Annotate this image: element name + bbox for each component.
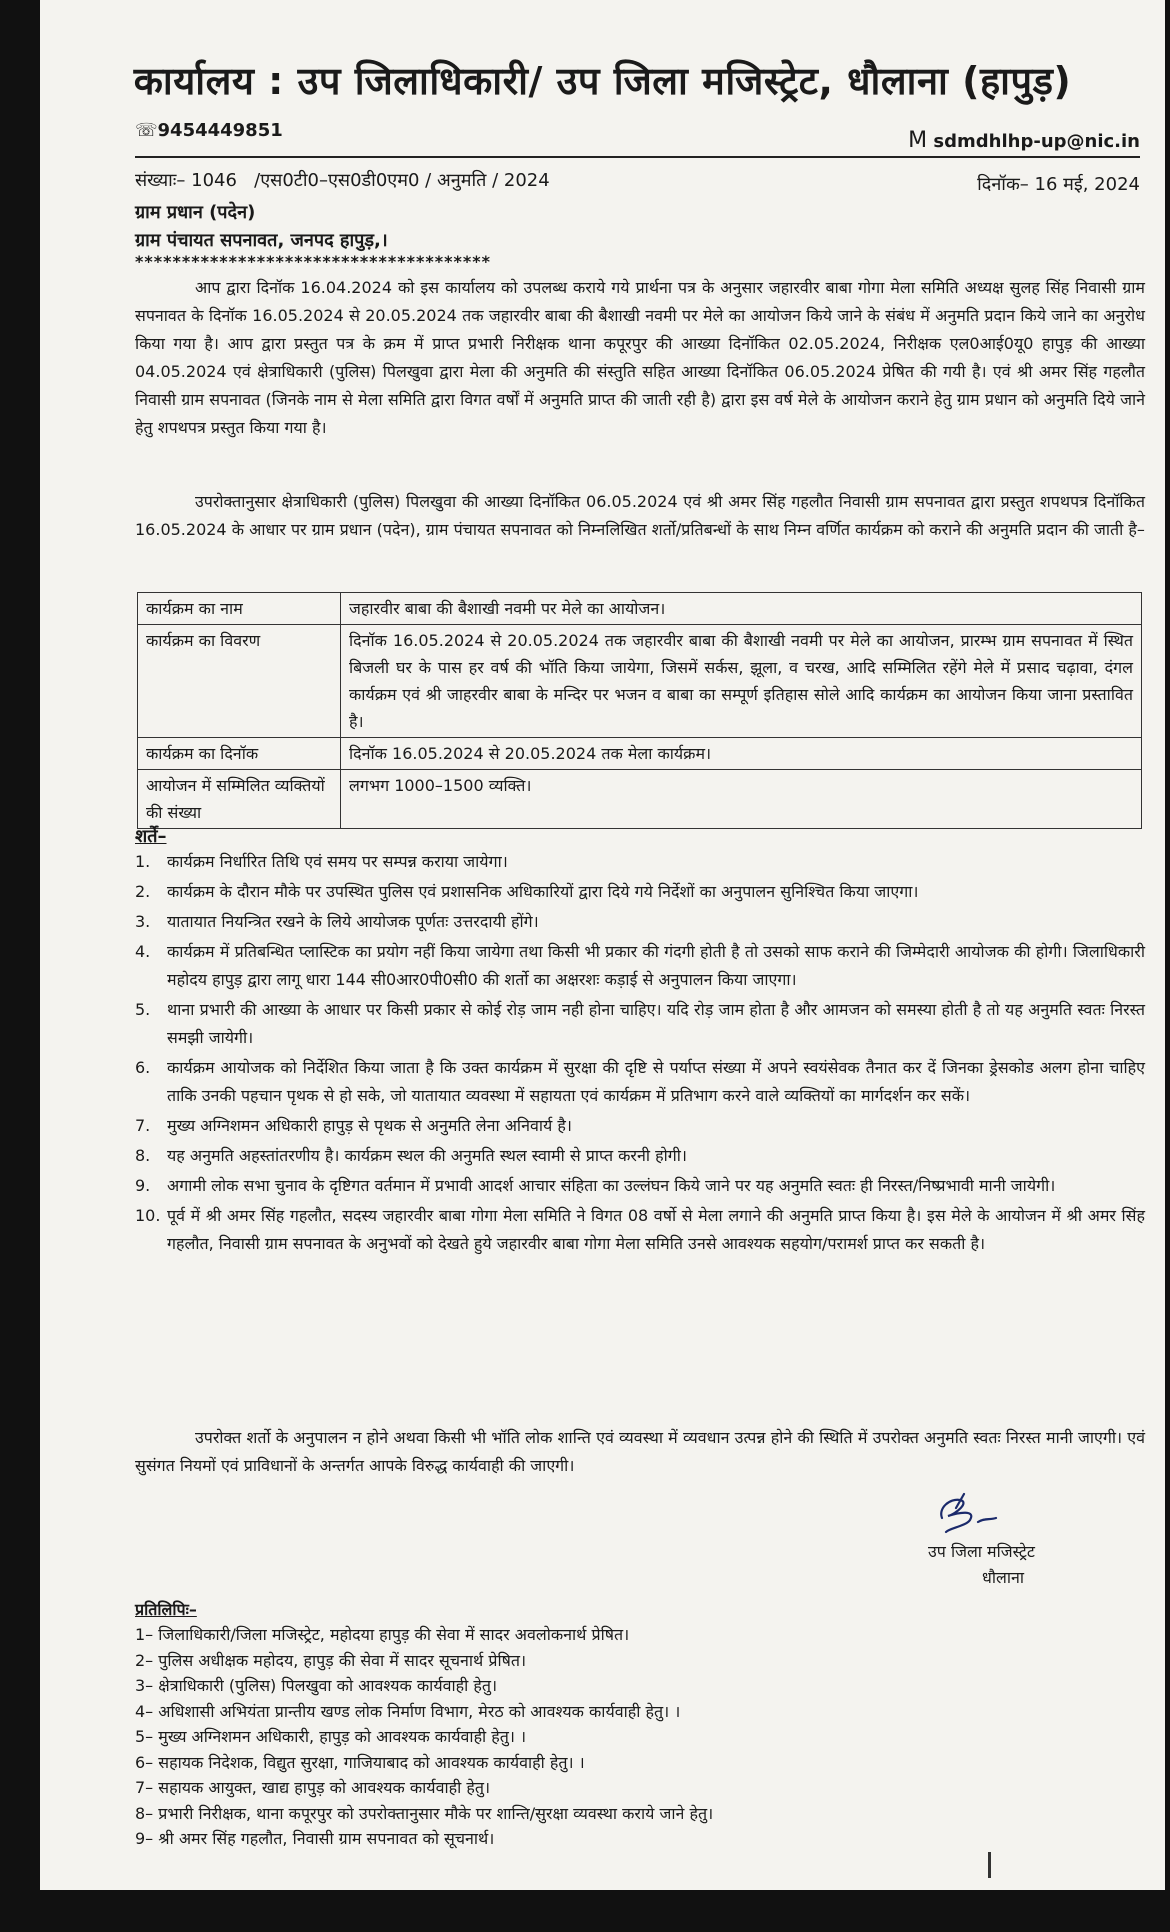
condition-item	[135, 1054, 1145, 1110]
table-label: कार्यक्रम का नाम	[138, 593, 341, 625]
table-label: आयोजन में सम्मिलित व्यक्तियों की संख्या	[138, 770, 341, 829]
condition-item	[135, 1172, 1145, 1200]
condition-text: मुख्य अग्निशमन अधिकारी हापुड़ से पृथक से अनुमति लेना अनिवार्य है।	[167, 1116, 572, 1135]
conditions-list	[135, 846, 1145, 1258]
table-row	[138, 625, 1142, 738]
condition-number: 2.	[135, 882, 151, 901]
condition-text: पूर्व में श्री अमर सिंह गहलौत, सदस्य जहारवीर बाबा गोगा मेला समिति ने विगत 08 वर्षो से मेला लगाने की अनुमति प्राप्त किया है। इस मेले के आयोजन में श्री अमर सिंह गहलौत, निवासी ग्राम सपनावत के अनुभवों को देखते हुये जहारवीर बाबा गोगा मेला समिति उनसे आवश्यक सहयोग/परामर्श प्राप्त कर सकती है।	[167, 1206, 1145, 1253]
copies-heading: प्रतिलिपिः–	[135, 1600, 197, 1619]
copy-recipient: 3– क्षेत्राधिकारी (पुलिस) पिलखुवा को आवश्यक कार्यवाही हेतु।	[135, 1676, 498, 1695]
copy-recipient: 7– सहायक आयुक्त, खाद्य हापुड़ को आवश्यक कार्यवाही हेतु।	[135, 1778, 491, 1797]
condition-number: 3.	[135, 912, 151, 931]
signatory-designation: उप जिला मजिस्ट्रेट	[928, 1542, 1035, 1561]
conditions-heading: शर्ते–	[135, 826, 167, 847]
table-value: दिनॉक 16.05.2024 से 20.05.2024 तक मेला कार्यक्रम।	[341, 738, 1142, 770]
condition-item	[135, 938, 1145, 994]
condition-item	[135, 1112, 1145, 1140]
phone-text: 9454449851	[157, 120, 283, 141]
condition-number: 5.	[135, 1000, 151, 1019]
pen-mark	[988, 1852, 991, 1878]
copy-recipient: 6– सहायक निदेशक, विद्युत सुरक्षा, गाजियाबाद को आवश्यक कार्यवाही हेतु। ।	[135, 1752, 585, 1772]
office-title: कार्यालय : उप जिलाधिकारी/ उप जिला मजिस्ट्रेट, धौलाना (हापुड़)	[133, 59, 1072, 103]
condition-number: 6.	[135, 1058, 151, 1077]
copy-recipient: 5– मुख्य अग्निशमन अधिकारी, हापुड़ को आवश्यक कार्यवाही हेतु। ।	[135, 1727, 527, 1746]
star-separator: **************************************	[135, 252, 491, 271]
condition-text: अगामी लोक सभा चुनाव के दृष्टिगत वर्तमान में प्रभावी आदर्श आचार संहिता का उल्लंघन किये जाने पर यह अनुमति स्वतः ही निरस्त/निष्प्रभावी मानी जायेगी।	[167, 1176, 1056, 1195]
body-paragraph-2: उपरोक्तानुसार क्षेत्राधिकारी (पुलिस) पिलखुवा की आख्या दिनॉकित 06.05.2024 एवं श्री अमर सिंह गहलौत निवासी ग्राम सपनावत द्वारा प्रस्तुत शपथपत्र दिनॉकित 16.05.2024 के आधार पर ग्राम प्रधान (पदेन), ग्राम पंचायत सपनावत को निम्नलिखित शर्तो/प्रतिबन्धों के साथ निम्न वर्णित कार्यक्रम को कराने की अनुमति प्रदान की जाती है–	[135, 492, 1145, 539]
condition-item	[135, 848, 1145, 876]
phone-number	[135, 120, 283, 141]
program-table	[137, 592, 1142, 829]
table-row	[138, 770, 1142, 829]
condition-text: कार्यक्रम में प्रतिबन्धित प्लास्टिक का प्रयोग नहीं किया जायेगा तथा किसी भी प्रकार की गंदगी होती है तो उसको साफ कराने की जिम्मेदारी आयोजक की होगी। जिलाधिकारी महोदय हापुड़ द्वारा लागू धारा 144 सी0आर0पी0सी0 की शर्तो का अक्षरशः कड़ाई से अनुपालन किया जाएगा।	[167, 942, 1145, 989]
addressee-line-2: ग्राम पंचायत सपनावत, जनपद हापुड़,।	[135, 230, 388, 251]
condition-number: 1.	[135, 852, 151, 871]
condition-number: 4.	[135, 942, 151, 961]
copy-recipient: 8– प्रभारी निरीक्षक, थाना कपूरपुर को उपरोक्तानुसार मौके पर शान्ति/सुरक्षा व्यवस्था कराये जाने हेतु।	[135, 1803, 714, 1823]
closing-paragraph: उपरोक्त शर्तो के अनुपालन न होने अथवा किसी भी भॉति लोक शान्ति एवं व्यवस्था में व्यवधान उत्पन्न होने की स्थिति में उपरोक्त अनुमति स्वतः निरस्त मानी जाएगी। एवं सुसंगत नियमों एवं प्राविधानों के अन्तर्गत आपके विरुद्ध कार्यवाही की जाएगी।	[135, 1428, 1145, 1475]
table-row	[138, 738, 1142, 770]
table-value: लगभग 1000–1500 व्यक्ति।	[341, 770, 1142, 829]
condition-text: कार्यक्रम के दौरान मौके पर उपस्थित पुलिस एवं प्रशासनिक अधिकारियों द्वारा दिये गये निर्देशों का अनुपालन सुनिश्चित किया जाएगा।	[167, 882, 919, 901]
letter-date: दिनॉक– 16 मई, 2024	[977, 174, 1140, 195]
condition-item	[135, 1202, 1145, 1258]
email-address	[908, 128, 1140, 153]
condition-number: 8.	[135, 1146, 151, 1165]
table-value: दिनॉक 16.05.2024 से 20.05.2024 तक जहारवीर बाबा की बैशाखी नवमी पर मेले का आयोजन, प्रारम्भ ग्राम सपनावत में स्थित बिजली घर के पास हर वर्ष की भॉति किया जायेगा, जिसमें सर्कस, झूला, व चरख, आदि सम्मिलित रहेंगे मेले में प्रसाद चढ़ावा, दंगल कार्यक्रम एवं श्री जाहरवीर बाबा के मन्दिर पर भजन व बाबा का सम्पूर्ण इतिहास सोले आदि कार्यक्रम का आयोजन किया जाना प्रस्तावित है।	[341, 625, 1142, 738]
document-page	[40, 0, 1165, 1890]
condition-item	[135, 1142, 1145, 1170]
signatory-location: धौलाना	[982, 1568, 1025, 1587]
copy-recipient: 2– पुलिस अधीक्षक महोदय, हापुड़ की सेवा में सादर सूचनार्थ प्रेषित।	[135, 1650, 527, 1670]
copy-recipient: 4– अधिशासी अभियंता प्रान्तीय खण्ड लोक निर्माण विभाग, मेरठ को आवश्यक कार्यवाही हेतु। ।	[135, 1701, 681, 1721]
body-paragraph-1: आप द्वारा दिनॉक 16.04.2024 को इस कार्यालय को उपलब्ध कराये गये प्रार्थना पत्र के अनुसार जहारवीर बाबा गोगा मेला समिति अध्यक्ष सुलह सिंह निवासी ग्राम सपनावत के दिनॉक 16.05.2024 से 20.05.2024 तक जहारवीर बाबा की बैशाखी नवमी पर मेले का आयोजन किये जाने के संबंध में अनुमति प्रदान किये जाने का अनुरोध किया गया है। आप द्वारा प्रस्तुत पत्र के क्रम में प्राप्त प्रभारी निरीक्षक थाना कपूरपुर की आख्या दिनॉकित 02.05.2024, निरीक्षक एल0आई0यू0 हापुड़ की आख्या 04.05.2024 एवं क्षेत्राधिकारी (पुलिस) पिलखुवा द्वारा मेला की अनुमति की संस्तुति सहित आख्या दिनॉकित 06.05.2024 प्रेषित की गयी है। एवं श्री अमर सिंह गहलौत निवासी ग्राम सपनावत (जिनके नाम से मेला समिति द्वारा विगत वर्षों में अनुमति प्राप्त की जाती रही है) द्वारा इस वर्ष मेले के आयोजन कराने हेतु ग्राम प्रधान को अनुमति दिये जाने हेतु शपथपत्र प्रस्तुत किया गया है।	[135, 278, 1145, 437]
table-value: जहारवीर बाबा की बैशाखी नवमी पर मेले का आयोजन।	[341, 593, 1142, 625]
condition-text: कार्यक्रम निर्धारित तिथि एवं समय पर सम्पन्न कराया जायेगा।	[167, 852, 508, 871]
copy-recipient: 1– जिलाधिकारी/जिला मजिस्ट्रेट, महोदया हापुड़ की सेवा में सादर अवलोकनार्थ प्रेषित।	[135, 1625, 630, 1644]
condition-number: 7.	[135, 1116, 151, 1135]
condition-item	[135, 908, 1145, 936]
copy-recipient: 9– श्री अमर सिंह गहलौत, निवासी ग्राम सपनावत को सूचनार्थ।	[135, 1829, 495, 1848]
condition-text: यह अनुमति अहस्तांतरणीय है। कार्यक्रम स्थल की अनुमति स्थल स्वामी से प्राप्त करनी होगी।	[167, 1146, 687, 1165]
condition-number: 9.	[135, 1176, 151, 1195]
header-divider	[135, 156, 1140, 158]
email-text: sdmdhlhp-up@nic.in	[933, 131, 1140, 152]
phone-icon: ☏	[135, 120, 158, 141]
condition-number: 10.	[135, 1206, 161, 1225]
condition-text: थाना प्रभारी की आख्या के आधार पर किसी प्रकार से कोई रोड़ जाम नही होना चाहिए। यदि रोड़ जाम होता है और आमजन को समस्या होती है तो यह अनुमति स्वतः निरस्त समझी जायेगी।	[167, 1000, 1145, 1047]
condition-text: कार्यक्रम आयोजक को निर्देशित किया जाता है कि उक्त कार्यक्रम में सुरक्षा की दृष्टि से पर्याप्त संख्या में अपने स्वयंसेवक तैनात कर दें जिनका ड्रेसकोड अलग होना चाहिए ताकि उनकी पहचान पृथक से हो सके, जो यातायात व्यवस्था में सहायता एवं कार्यक्रम में प्रतिभाग करने वाले व्यक्तियों का मार्गदर्शन कर सकें।	[167, 1058, 1145, 1105]
table-row	[138, 593, 1142, 625]
table-label: कार्यक्रम का विवरण	[138, 625, 341, 738]
condition-item	[135, 878, 1145, 906]
addressee-line-1: ग्राम प्रधान (पदेन)	[135, 202, 256, 223]
reference-number: संख्याः– 1046 /एस0टी0–एस0डी0एम0 / अनुमति / 2024	[135, 170, 550, 191]
mail-icon: M	[908, 128, 928, 153]
copies-list	[135, 1622, 1145, 1852]
condition-item	[135, 996, 1145, 1052]
table-label: कार्यक्रम का दिनॉक	[138, 738, 341, 770]
signature-mark	[920, 1488, 1010, 1538]
condition-text: यातायात नियन्त्रित रखने के लिये आयोजक पूर्णतः उत्तरदायी होंगे।	[167, 912, 539, 931]
